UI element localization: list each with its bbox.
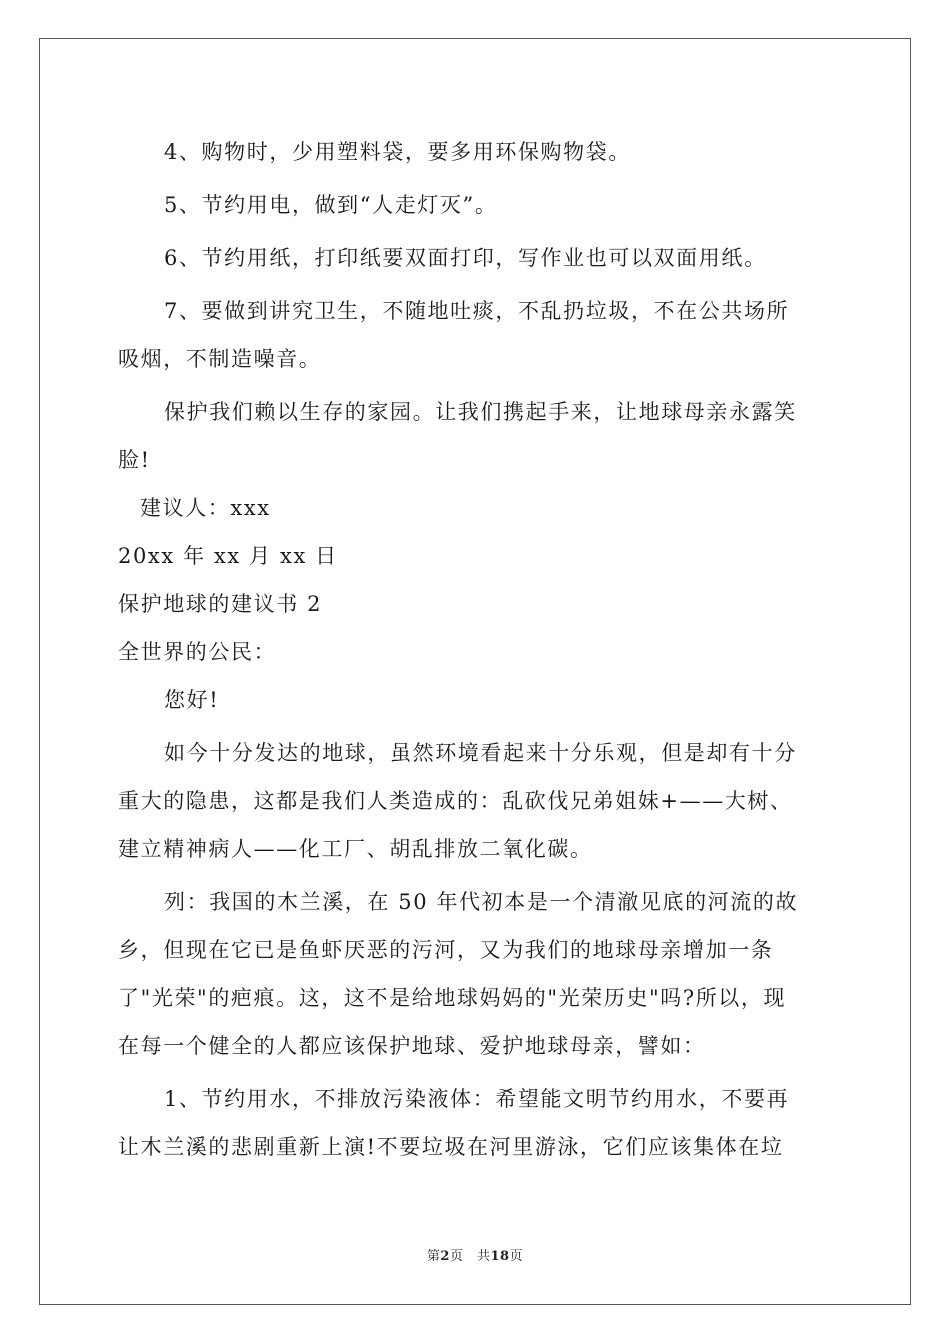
- paragraph-earth-cont-1: 重大的隐患，这都是我们人类造成的：乱砍伐兄弟姐妹+——大树、: [118, 789, 793, 813]
- paragraph-earth-cont-2: 建立精神病人——化工厂、胡乱排放二氧化碳。: [118, 837, 593, 861]
- list-item-save-water-cont: 让木兰溪的悲剧重新上演!不要垃圾在河里游泳，它们应该集体在垃: [118, 1135, 784, 1159]
- page-prefix: 第: [426, 1249, 441, 1264]
- closing-paragraph: 保护我们赖以生存的家园。让我们携起手来，让地球母亲永露笑: [164, 400, 797, 424]
- page-suffix: 页: [509, 1249, 524, 1264]
- page-middle: 页 共: [449, 1249, 491, 1264]
- paragraph-mulan: 列：我国的木兰溪，在 50 年代初本是一个清澈见底的河流的故: [164, 890, 799, 914]
- paragraph-mulan-cont-2: 了"光荣"的疤痕。这，这不是给地球妈妈的"光荣历史"吗?所以，现: [118, 986, 787, 1010]
- proposer-line: 建议人：xxx: [140, 496, 271, 520]
- date-line: 20xx 年 xx 月 xx 日: [118, 544, 338, 568]
- page-total: 18: [490, 1249, 510, 1264]
- page-current: 2: [440, 1249, 450, 1264]
- section-title: 保护地球的建议书 2: [118, 592, 323, 616]
- list-item-save-electricity: 5、节约用电，做到“人走灯灭”。: [164, 193, 498, 217]
- paragraph-mulan-cont-3: 在每一个健全的人都应该保护地球、爱护地球母亲，譬如：: [118, 1034, 706, 1058]
- list-item-save-paper: 6、节约用纸，打印纸要双面打印，写作业也可以双面用纸。: [164, 246, 767, 270]
- paragraph-mulan-cont-1: 乡，但现在它已是鱼虾厌恶的污河，又为我们的地球母亲增加一条: [118, 938, 774, 962]
- document-body: [118, 128, 836, 1171]
- salutation: 全世界的公民：: [118, 640, 277, 664]
- closing-paragraph-cont: 脸!: [118, 448, 151, 472]
- greeting: 您好!: [164, 688, 220, 712]
- list-item-hygiene: 7、要做到讲究卫生，不随地吐痰，不乱扔垃圾，不在公共场所: [164, 299, 790, 323]
- list-item-hygiene-cont: 吸烟，不制造噪音。: [118, 347, 322, 371]
- page-footer: [0, 1245, 950, 1264]
- list-item-shopping-bags: 4、购物时，少用塑料袋，要多用环保购物袋。: [164, 140, 631, 164]
- paragraph-earth: 如今十分发达的地球，虽然环境看起来十分乐观，但是却有十分: [164, 741, 797, 765]
- list-item-save-water: 1、节约用水，不排放污染液体：希望能文明节约用水，不要再: [164, 1087, 790, 1111]
